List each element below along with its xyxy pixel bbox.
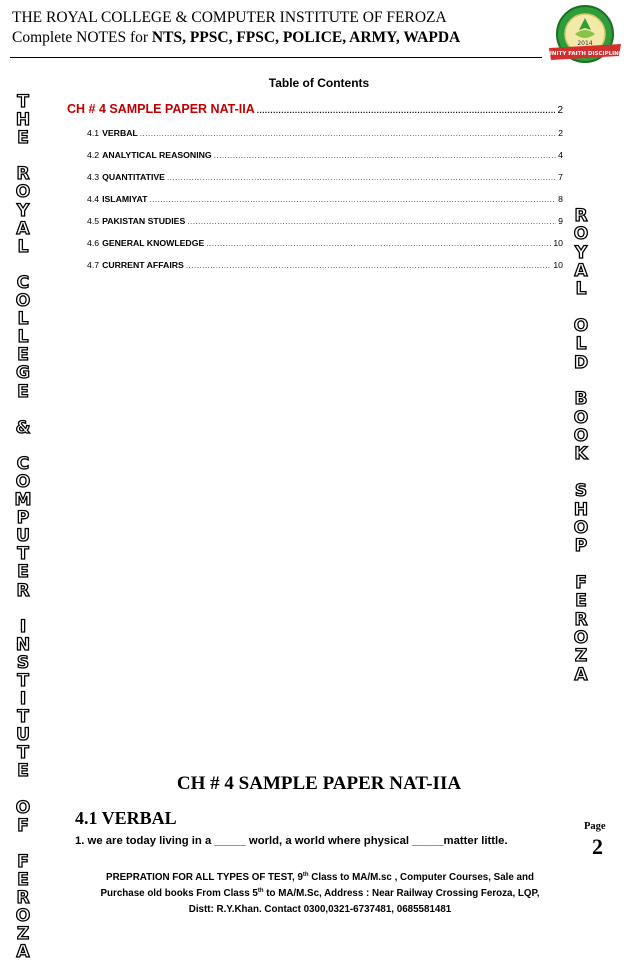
vertical-letter: K — [574, 444, 588, 465]
toc-entry-number: 4.1 — [87, 128, 100, 138]
toc-entry-label: ISLAMIYAT — [102, 194, 148, 204]
vertical-letter: T — [17, 544, 29, 565]
toc-title: Table of Contents — [268, 76, 370, 90]
vertical-letter: A — [574, 261, 588, 282]
vertical-letter: R — [16, 888, 30, 909]
vertical-letter: O — [573, 517, 589, 538]
vertical-letter: Y — [16, 200, 30, 221]
vertical-gap — [8, 835, 38, 853]
vertical-letter: Y — [574, 242, 588, 263]
vertical-letter: A — [574, 664, 588, 685]
vertical-letter: O — [15, 291, 31, 312]
footer-superscript: th — [257, 888, 264, 894]
logo-tagline: UNITY FAITH DISCIPLINE — [547, 51, 623, 57]
toc-leader-dots — [186, 255, 552, 276]
toc-entry-current-affairs[interactable] — [67, 254, 563, 276]
toc-leader-dots — [257, 100, 556, 120]
vertical-letter: O — [15, 906, 31, 927]
toc-entry-verbal[interactable] — [67, 122, 563, 144]
chapter-heading: CH # 4 SAMPLE PAPER NAT-IIA — [176, 773, 462, 794]
vertical-letter: H — [15, 110, 31, 131]
header-subtitle-exams: NTS, PPSC, FPSC, POLICE, ARMY, WAPDA — [151, 29, 461, 46]
vertical-letter: S — [574, 481, 588, 502]
toc-entry-label: ANALYTICAL REASONING — [102, 150, 212, 160]
vertical-gap — [566, 299, 596, 317]
page-label: Page — [584, 821, 606, 832]
vertical-gap — [8, 147, 38, 165]
vertical-letter: O — [15, 471, 31, 492]
toc-entry-label: PAKISTAN STUDIES — [102, 216, 186, 226]
toc-entry-label: CH # 4 SAMPLE PAPER NAT-IIA — [67, 102, 255, 116]
vertical-letter: T — [17, 671, 29, 691]
toc-entry-page: 8 — [558, 194, 563, 204]
vertical-letter: R — [16, 164, 30, 185]
footer-superscript: th — [302, 872, 309, 878]
toc-entry-chapter[interactable] — [67, 98, 563, 120]
vertical-letter: O — [573, 627, 589, 648]
vertical-letter: L — [575, 279, 587, 300]
vertical-letter: O — [15, 797, 31, 818]
vertical-letter: N — [15, 634, 31, 655]
vertical-letter: C — [16, 453, 30, 474]
toc-entry-page: 2 — [558, 128, 563, 138]
toc-entry-page: 7 — [558, 172, 563, 182]
toc-entry-page: 2 — [557, 105, 563, 116]
toc-entry-number: 4.6 — [87, 238, 100, 248]
page-number: 2 — [592, 834, 603, 859]
toc-entry-analytical-reasoning[interactable] — [67, 144, 563, 166]
vertical-letter: A — [16, 218, 30, 239]
table-of-contents — [67, 98, 563, 276]
vertical-letter: E — [17, 128, 29, 149]
vertical-letter: D — [573, 352, 589, 373]
vertical-letter: F — [575, 572, 587, 593]
toc-entry-number: 4.4 — [87, 194, 100, 204]
footer-line-1 — [70, 870, 570, 886]
toc-leader-dots — [140, 123, 556, 144]
toc-entry-pakistan-studies[interactable] — [67, 210, 563, 232]
toc-entry-page: 9 — [558, 216, 563, 226]
vertical-letter: U — [16, 526, 30, 547]
vertical-letter: A — [16, 942, 30, 962]
vertical-letter: L — [575, 334, 587, 355]
toc-entry-page: 10 — [553, 238, 563, 248]
vertical-letter: & — [15, 417, 31, 438]
vertical-letter: R — [574, 609, 588, 630]
vertical-letter: R — [574, 206, 588, 226]
footer-line-3: Distt: R.Y.Khan. Contact 0300,0321-6737481, 0685581481 — [188, 904, 452, 915]
vertical-letter: E — [17, 381, 29, 402]
toc-leader-dots — [149, 189, 556, 210]
vertical-letter: T — [17, 743, 29, 764]
vertical-gap — [566, 372, 596, 390]
toc-entry-page: 4 — [558, 150, 563, 160]
vertical-letter: F — [17, 851, 29, 872]
vertical-letter: O — [573, 316, 589, 337]
header-divider — [10, 57, 542, 58]
vertical-letter: T — [17, 707, 29, 728]
college-logo — [545, 4, 625, 66]
toc-entry-label: VERBAL — [102, 128, 138, 138]
toc-leader-dots — [206, 233, 551, 254]
vertical-letter: L — [17, 327, 29, 348]
toc-entry-page: 10 — [553, 260, 563, 270]
vertical-letter: L — [17, 236, 29, 257]
vertical-letter: E — [17, 562, 29, 583]
vertical-letter: O — [15, 182, 31, 203]
vertical-letter: G — [16, 363, 30, 384]
toc-leader-dots — [187, 211, 556, 232]
vertical-letter: P — [16, 508, 30, 529]
toc-leader-dots — [167, 167, 556, 188]
footer-text: Purchase old books From Class 5 — [100, 888, 258, 899]
vertical-letter: O — [573, 224, 589, 245]
footer-text: Class to MA/M.sc , Computer Courses, Sale and — [308, 872, 534, 883]
vertical-gap — [8, 437, 38, 455]
vertical-letter: F — [17, 815, 29, 836]
vertical-letter: R — [16, 580, 30, 601]
vertical-gap — [8, 401, 38, 419]
vertical-letter: S — [16, 652, 30, 673]
footer-line-2 — [70, 886, 570, 902]
logo-year: 2014 — [577, 40, 593, 47]
vertical-letter: U — [16, 725, 30, 746]
header-subtitle — [12, 28, 460, 48]
vertical-letter: I — [19, 616, 27, 637]
vertical-letter: M — [14, 490, 32, 511]
toc-entry-islamiyat[interactable] — [67, 188, 563, 210]
vertical-letter: L — [17, 309, 29, 330]
toc-entry-quantitative[interactable] — [67, 166, 563, 188]
vertical-letter: T — [17, 92, 29, 112]
document-header — [12, 8, 460, 48]
toc-entry-label: QUANTITATIVE — [102, 172, 165, 182]
toc-entry-general-knowledge[interactable] — [67, 232, 563, 254]
header-subtitle-prefix: Complete NOTES for — [12, 29, 152, 46]
vertical-letter: E — [17, 345, 29, 366]
vertical-letter: P — [574, 536, 588, 557]
toc-entry-label: CURRENT AFFAIRS — [102, 260, 184, 270]
toc-leader-dots — [214, 145, 557, 166]
toc-entry-number: 4.7 — [87, 260, 100, 270]
vertical-letter: O — [573, 407, 589, 428]
vertical-gap — [8, 600, 38, 618]
vertical-letter: I — [19, 689, 27, 710]
vertical-gap — [8, 256, 38, 274]
toc-entry-number: 4.2 — [87, 150, 100, 160]
footer-text: to MA/M.Sc, Address : Near Railway Crossing Feroza, LQP, — [263, 888, 540, 899]
question-text: 1. we are today living in a _____ world, a world where physical _____matter little. — [75, 835, 508, 847]
footer — [70, 870, 570, 918]
vertical-letter: C — [16, 272, 30, 293]
vertical-letter: E — [17, 761, 29, 782]
vertical-letter: O — [573, 426, 589, 447]
toc-entry-number: 4.5 — [87, 216, 100, 226]
toc-entry-label: GENERAL KNOWLEDGE — [102, 238, 205, 248]
footer-text: PREPRATION FOR ALL TYPES OF TEST, 9 — [106, 872, 303, 883]
toc-entry-number: 4.3 — [87, 172, 100, 182]
left-vertical-watermark — [8, 93, 38, 962]
vertical-letter: Z — [16, 924, 30, 945]
vertical-gap — [566, 464, 596, 482]
vertical-letter: B — [574, 389, 588, 410]
vertical-gap — [566, 556, 596, 574]
section-heading: 4.1 VERBAL — [75, 808, 177, 828]
right-vertical-watermark — [566, 207, 596, 684]
header-title: THE ROYAL COLLEGE & COMPUTER INSTITUTE OF FEROZA — [12, 9, 447, 26]
vertical-letter: Z — [574, 646, 588, 667]
vertical-letter: E — [575, 591, 587, 612]
vertical-letter: E — [17, 870, 29, 891]
vertical-letter: H — [573, 499, 589, 520]
